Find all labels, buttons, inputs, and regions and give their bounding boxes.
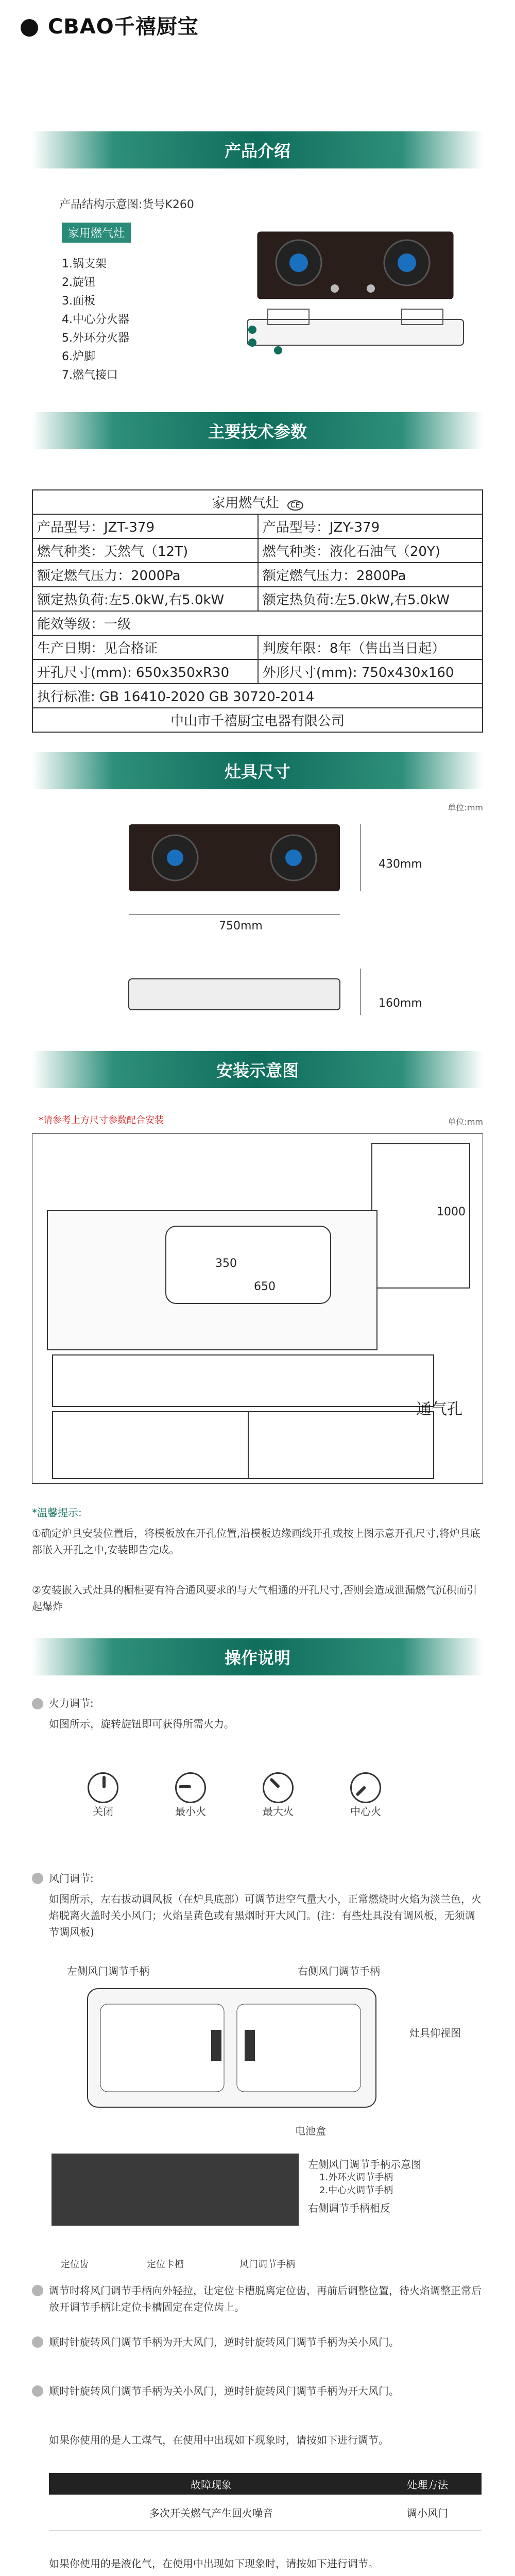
knob-min: 最小火	[175, 1772, 206, 1820]
section-title-specs: 主要技术参数	[208, 422, 307, 442]
size-unit: 单位:mm	[448, 803, 483, 812]
bullet-dot-icon	[32, 2385, 43, 2397]
bullet-dot-icon	[32, 2285, 43, 2296]
cert-icon: CE	[287, 500, 303, 511]
fault-cell: 调小风门	[373, 2495, 482, 2531]
brand-logo	[21, 10, 199, 40]
spec-cell: 燃气种类：天然气（12T)	[32, 538, 258, 563]
th-right: 处理方法	[373, 2473, 482, 2495]
right-handle-label: 右侧风门调节手柄	[298, 1965, 380, 1977]
spec-cell: 额定热负荷:左5.0kW,右5.0kW	[32, 587, 258, 611]
section-banner-ops	[32, 1638, 483, 1675]
dim-depth: 430mm	[379, 858, 422, 871]
install-diagram	[32, 1133, 483, 1484]
dim-1000: 1000	[437, 1206, 466, 1218]
fire-title: 火力调节:	[49, 1697, 94, 1709]
stove-diagram	[247, 227, 469, 386]
spec-cell: 执行标准: GB 16410-2020 GB 30720-2014	[32, 684, 483, 708]
knob-row	[88, 1772, 381, 1820]
fault-table-1	[49, 2473, 482, 2531]
bullet-dot-icon	[32, 1698, 43, 1709]
logo-text: CBAO千禧厨宝	[47, 15, 199, 39]
intro-tag: 家用燃气灶	[62, 223, 131, 243]
knob-icon	[175, 1772, 206, 1803]
logo-mark-icon	[21, 19, 38, 37]
section-title-install: 安装示意图	[216, 1061, 299, 1080]
install-warning: *请参考上方尺寸参数配合安装	[39, 1115, 164, 1126]
spec-cell: 判废年限：8年（售出当日起）	[258, 635, 483, 659]
air-title: 风门调节:	[49, 1872, 94, 1885]
spec-cell: 开孔尺寸(mm): 650x350xR30	[32, 659, 258, 684]
pos-label-slot: 定位卡槽	[147, 2259, 184, 2270]
gas-note-1: 如果你使用的是人工煤气，在使用中出现如下现象时，请按如下进行调节。	[49, 2434, 389, 2446]
fire-desc: 如图所示，旋转旋钮即可获得所需火力。	[49, 1718, 234, 1730]
knob-center: 中心火	[350, 1772, 381, 1820]
spec-cell: 产品型号：JZT-379	[32, 514, 258, 538]
dim-650: 650	[254, 1280, 276, 1293]
gas-note-2: 如果你使用的是液化气，在使用中出现如下现象时，请按如下进行调节。	[49, 2557, 379, 2570]
section-title-ops: 操作说明	[224, 1648, 290, 1668]
bullet-dot-icon	[32, 1873, 43, 1884]
spec-maker: 中山市千禧厨宝电器有限公司	[32, 708, 483, 732]
air-desc: 如图所示，左右拔动调风板（在炉具底部）可调节进空气量大小，正常燃烧时火焰为淡兰色，火焰脱离火盖时关小风门；火焰呈黄色或有黑烟时开大风门。(注：有些灶具没有调风板，无须调节调风板)	[49, 1893, 482, 1938]
pos-label-handle: 风门调节手柄	[239, 2259, 295, 2270]
dim-350: 350	[215, 1257, 237, 1270]
legend-item-1: 1.外环火调节手柄	[319, 2172, 393, 2183]
spec-cell: 产品型号：JZY-379	[258, 514, 483, 538]
section-banner-intro	[32, 131, 483, 168]
part-item: 6.炉脚	[62, 350, 95, 363]
parts-list	[62, 255, 129, 385]
spec-cell: 额定燃气压力：2800Pa	[258, 563, 483, 587]
tip-1: ①确定炉具安装位置后，将模板放在开孔位置,沿模板边缘画线开孔或按上图示意开孔尺寸,将炉具底部嵌入开孔之中,安装即告完成。	[32, 1527, 480, 1556]
part-item: 1.锅支架	[62, 258, 107, 270]
legend-right: 右侧调节手柄相反	[308, 2202, 390, 2214]
part-item: 4.中心分火器	[62, 313, 129, 326]
spec-cell: 能效等级：一级	[32, 611, 483, 635]
knob-off: 关闭	[88, 1772, 118, 1820]
handle-photo	[52, 2154, 299, 2226]
spec-table	[32, 489, 483, 733]
part-item: 7.燃气接口	[62, 369, 118, 382]
knob-max: 最大火	[263, 1772, 294, 1820]
spec-cell: 燃气种类：液化石油气（20Y)	[258, 538, 483, 563]
spec-header: 家用燃气灶 CE	[32, 490, 483, 514]
bottom-view-diagram	[77, 1984, 386, 2112]
section-banner-specs	[32, 412, 483, 449]
part-item: 5.外环分火器	[62, 332, 129, 345]
battery-label: 电池盒	[295, 2125, 326, 2137]
left-handle-label: 左侧风门调节手柄	[67, 1965, 149, 1977]
knob-icon	[88, 1772, 118, 1803]
section-title-size: 灶具尺寸	[224, 762, 290, 782]
spec-cell: 外形尺寸(mm): 750x430x160	[258, 659, 483, 684]
bottom-view-label: 灶具仰视图	[409, 2027, 461, 2039]
spec-cell: 额定热负荷:左5.0kW,右5.0kW	[258, 587, 483, 611]
th-left: 故障现象	[49, 2473, 373, 2495]
legend-title: 左侧风门调节手柄示意图	[308, 2158, 421, 2171]
fault-cell: 多次开关燃气产生回火噪音	[49, 2495, 373, 2531]
spec-cell: 额定燃气压力：2000Pa	[32, 563, 258, 587]
ops-bullet-2: 顺时针旋转风门调节手柄为开大风门，逆时针旋转风门调节手柄为关小风门。	[49, 2336, 399, 2348]
bullet-dot-icon	[32, 2336, 43, 2348]
ops-bullet-1: 调节时将风门调节手柄向外轻拉，让定位卡槽脱离定位齿，再前后调整位置，待火焰调整正常后放开调节手柄让定位卡槽固定在定位齿上。	[49, 2284, 482, 2313]
dim-height: 160mm	[379, 997, 422, 1010]
dim-width: 750mm	[219, 920, 263, 933]
tip-2: ②安装嵌入式灶具的橱柜要有符合通风要求的与大气相通的开孔尺寸,否则会造成泄漏燃气沉积而引起爆炸	[32, 1584, 477, 1613]
spec-cell: 生产日期：见合格证	[32, 635, 258, 659]
pos-label-teeth: 定位齿	[61, 2259, 89, 2270]
part-item: 3.面板	[62, 295, 95, 308]
part-item: 2.旋钮	[62, 276, 95, 289]
section-title-intro: 产品介绍	[224, 141, 290, 161]
intro-subtitle: 产品结构示意图:货号K260	[59, 198, 194, 211]
install-unit: 单位:mm	[448, 1117, 483, 1127]
ops-bullet-3: 顺时针旋转风门调节手柄为关小风门，逆时针旋转风门调节手柄为开大风门。	[49, 2385, 399, 2397]
tip-title: *温馨提示:	[32, 1506, 82, 1519]
legend-item-2: 2.中心火调节手柄	[319, 2185, 393, 2196]
vent-label: 通气孔	[416, 1400, 462, 1418]
section-banner-install	[32, 1051, 483, 1088]
section-banner-size	[32, 752, 483, 789]
